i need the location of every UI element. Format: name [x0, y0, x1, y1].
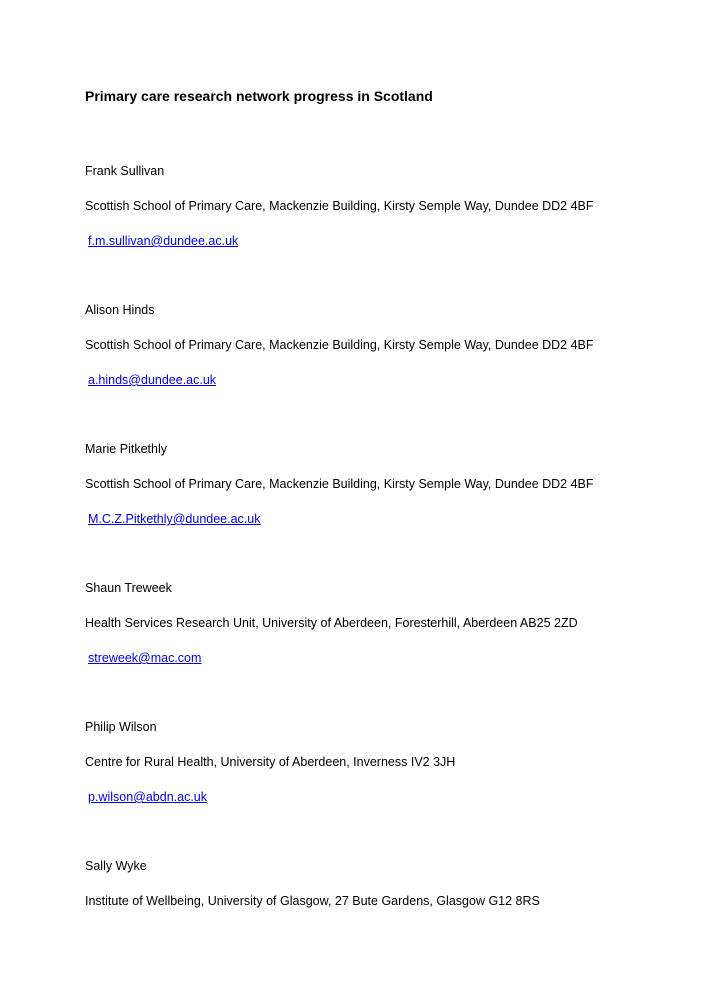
- author-email-link[interactable]: f.m.sullivan@dundee.ac.uk: [88, 234, 239, 248]
- author-name: Sally Wyke: [85, 859, 147, 873]
- author-email-link[interactable]: M.C.Z.Pitkethly@dundee.ac.uk: [88, 512, 261, 526]
- author-name: Marie Pitkethly: [85, 442, 167, 456]
- author-name: Philip Wilson: [85, 720, 157, 734]
- author-affiliation: Institute of Wellbeing, University of Glasgow, 27 Bute Gardens, Glasgow G12 8RS: [85, 894, 540, 908]
- author-affiliation: Scottish School of Primary Care, Mackenzie Building, Kirsty Semple Way, Dundee DD2 4BF: [85, 338, 594, 352]
- author-email-link[interactable]: p.wilson@abdn.ac.uk: [88, 790, 208, 804]
- page-title: Primary care research network progress in Scotland: [85, 88, 433, 104]
- author-affiliation: Centre for Rural Health, University of Aberdeen, Inverness IV2 3JH: [85, 755, 456, 769]
- author-affiliation: Health Services Research Unit, University of Aberdeen, Foresterhill, Aberdeen AB25 2ZD: [85, 616, 578, 630]
- author-affiliation: Scottish School of Primary Care, Mackenzie Building, Kirsty Semple Way, Dundee DD2 4BF: [85, 199, 594, 213]
- author-email-link[interactable]: streweek@mac.com: [88, 651, 202, 665]
- author-email-link[interactable]: a.hinds@dundee.ac.uk: [88, 373, 217, 387]
- author-affiliation: Scottish School of Primary Care, Mackenzie Building, Kirsty Semple Way, Dundee DD2 4BF: [85, 477, 594, 491]
- author-name: Shaun Treweek: [85, 581, 172, 595]
- author-name: Alison Hinds: [85, 303, 155, 317]
- author-name: Frank Sullivan: [85, 164, 165, 178]
